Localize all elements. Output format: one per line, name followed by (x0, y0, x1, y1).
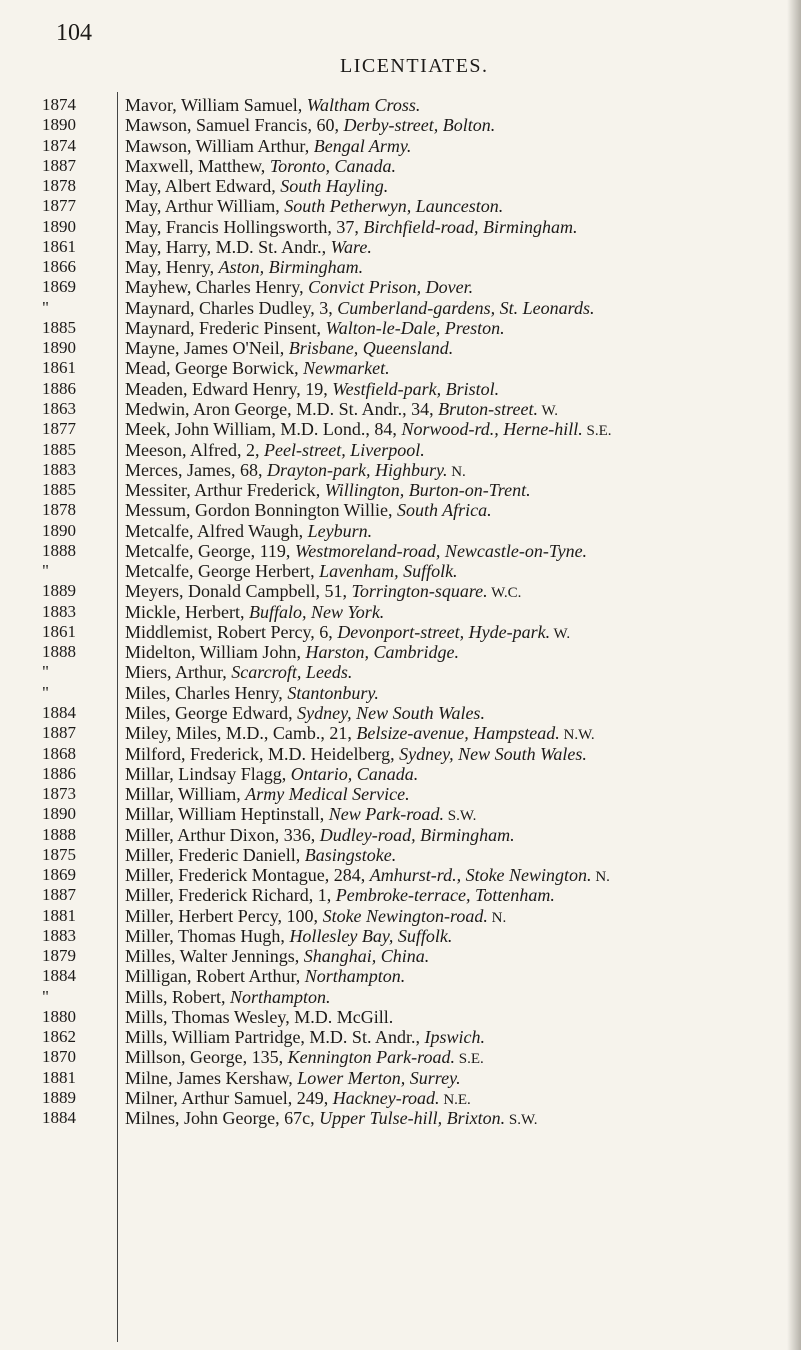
entry-name: Mills, William Partridge, M.D. St. Andr., (125, 1027, 425, 1048)
entry-place: Hollesley Bay, Suffolk. (289, 925, 453, 946)
entry-line (125, 500, 795, 520)
entry-name: Merces, James, 68, (125, 459, 267, 480)
entry-name: Mavor, William Samuel, (125, 95, 307, 115)
entry-line (125, 1088, 795, 1108)
entry-name: Miers, Arthur, (125, 662, 232, 683)
entry-place: Drayton-park, Highbury. (266, 459, 448, 480)
entry-name: Milnes, John George, 67c, (125, 1108, 320, 1129)
entry-postal-district: S.E. (582, 423, 612, 440)
entry-line (125, 581, 795, 601)
entry-place: Kennington Park-road. (287, 1047, 455, 1068)
entry-name: May, Albert Edward, (125, 176, 281, 197)
entry-place: Northampton. (230, 986, 331, 1007)
entry-place: Shanghai, China. (303, 946, 430, 967)
entries-column (125, 95, 795, 1129)
entry-year: 1881 (42, 905, 76, 925)
entry-postal-district: S.W. (505, 1112, 538, 1129)
entry-year: 1879 (42, 946, 76, 966)
entry-name: Midelton, William John, (125, 642, 306, 663)
entry-year: 1883 (42, 925, 76, 945)
entry-place: Belsize-avenue, Hampstead. (356, 723, 560, 744)
entry-line (125, 1047, 795, 1067)
entry-name: Milligan, Robert Arthur, (125, 966, 305, 987)
entry-place: Convict Prison, Dover. (308, 277, 474, 298)
entry-name: Mills, Thomas Wesley, M.D. McGill. (125, 1006, 394, 1027)
entry-name: Mayhew, Charles Henry, (125, 277, 309, 298)
entry-year: 1880 (42, 1006, 76, 1026)
entry-name: Miles, George Edward, (125, 702, 298, 723)
entry-place: Torrington-square. (351, 581, 488, 602)
entry-place: Sydney, New South Wales. (399, 743, 587, 764)
entry-place: Dudley-road, Birmingham. (319, 824, 515, 845)
entry-name: Mawson, Samuel Francis, 60, (125, 115, 344, 136)
entry-year: 1884 (42, 702, 76, 722)
entry-line (125, 966, 795, 986)
entry-place: Norwood-rd., Herne-hill. (401, 419, 583, 440)
entry-place: Ipswich. (424, 1027, 485, 1048)
entry-name: Messiter, Arthur Frederick, (125, 480, 325, 501)
entry-name: Meek, John William, M.D. Lond., 84, (125, 419, 402, 440)
entry-line (125, 338, 795, 358)
entry-name: Milner, Arthur Samuel, 249, (125, 1088, 333, 1109)
entry-year: 1887 (42, 885, 76, 905)
entry-place: Westmoreland-road, Newcastle-on-Tyne. (294, 540, 588, 561)
entry-name: Medwin, Aron George, M.D. St. Andr., 34, (125, 398, 439, 419)
entry-year: 1890 (42, 216, 76, 236)
entry-place: Birchfield-road, Birmingham. (363, 216, 578, 237)
entry-line (125, 662, 795, 682)
entry-line (125, 237, 795, 257)
entry-name: Metcalfe, George, 119, (125, 540, 295, 561)
entry-line (125, 358, 795, 378)
entry-place: Army Medical Service. (245, 784, 410, 805)
entry-year: 1877 (42, 419, 76, 439)
entry-place: Harston, Cambridge. (305, 642, 459, 663)
entry-year: 1863 (42, 398, 76, 418)
entry-name: Millson, George, 135, (125, 1047, 288, 1068)
entry-line (125, 541, 795, 561)
entry-line (125, 744, 795, 764)
entry-year: 1888 (42, 540, 76, 560)
entry-place: Ware. (330, 236, 372, 257)
entry-year: 1877 (42, 196, 76, 216)
entry-year: 1861 (42, 236, 76, 256)
entry-line (125, 1108, 795, 1128)
entry-year: 1874 (42, 95, 76, 114)
entry-line (125, 379, 795, 399)
entry-place: New Park-road. (328, 804, 445, 825)
entry-year: 1885 (42, 317, 76, 337)
entry-year: 1873 (42, 784, 76, 804)
entry-place: Basingstoke. (304, 844, 397, 865)
entry-line (125, 825, 795, 845)
entry-place: Bengal Army. (313, 135, 412, 156)
entry-line (125, 723, 795, 743)
entry-place: Waltham Cross. (306, 95, 421, 115)
entry-place: Stantonbury. (287, 682, 379, 703)
entry-line (125, 622, 795, 642)
entry-line (125, 804, 795, 824)
entry-year: 1890 (42, 338, 76, 358)
entry-name: Mead, George Borwick, (125, 358, 304, 379)
entry-year: 1866 (42, 257, 76, 277)
entry-name: Middlemist, Robert Percy, 6, (125, 621, 338, 642)
entry-year: 1884 (42, 966, 76, 986)
entry-postal-district: W. (550, 625, 571, 642)
entry-postal-district: N.E. (439, 1092, 471, 1109)
entry-place: Ontario, Canada. (290, 763, 419, 784)
entry-name: Mawson, William Arthur, (125, 135, 314, 156)
entry-line (125, 217, 795, 237)
entry-name: Meaden, Edward Henry, 19, (125, 378, 333, 399)
entry-line (125, 399, 795, 419)
entry-place: Toronto, Canada. (269, 155, 397, 176)
entry-year: " (42, 561, 49, 581)
entry-line (125, 1068, 795, 1088)
entry-year: 1888 (42, 824, 76, 844)
entry-place: Amhurst-rd., Stoke Newington. (369, 865, 592, 886)
entry-line (125, 460, 795, 480)
entry-year: 1887 (42, 723, 76, 743)
entry-year: 1878 (42, 500, 76, 520)
entry-year: 1886 (42, 378, 76, 398)
entry-place: Leyburn. (307, 520, 373, 541)
entry-year: 1861 (42, 358, 76, 378)
entry-year: 1884 (42, 1108, 76, 1128)
entry-name: Miller, Frederic Daniell, (125, 844, 305, 865)
entry-name: Maxwell, Matthew, (125, 155, 270, 176)
entry-line (125, 419, 795, 439)
entry-year: " (42, 297, 49, 317)
entry-place: Scarcroft, Leeds. (231, 662, 353, 683)
entry-line (125, 865, 795, 885)
entry-line (125, 1007, 795, 1027)
entry-name: Mayne, James O'Neil, (125, 338, 289, 359)
entry-line (125, 703, 795, 723)
entry-line (125, 764, 795, 784)
page-number: 104 (56, 20, 92, 46)
entry-name: Miller, Arthur Dixon, 336, (125, 824, 320, 845)
entry-place: Brisbane, Queensland. (288, 338, 454, 359)
entry-name: Miles, Charles Henry, (125, 682, 288, 703)
entry-line (125, 277, 795, 297)
entry-year: 1869 (42, 865, 76, 885)
entry-place: Aston, Birmingham. (218, 257, 364, 278)
entry-place: Lower Merton, Surrey. (297, 1067, 461, 1088)
entry-name: May, Henry, (125, 257, 219, 278)
entry-place: Derby-street, Bolton. (343, 115, 496, 136)
entry-year: 1889 (42, 1088, 76, 1108)
entry-line (125, 987, 795, 1007)
entry-year: 1890 (42, 115, 76, 135)
entry-name: Milles, Walter Jennings, (125, 946, 304, 967)
entry-name: Maynard, Frederic Pinsent, (125, 317, 326, 338)
entry-name: Maynard, Charles Dudley, 3, (125, 297, 338, 318)
entry-place: Devonport-street, Hyde-park. (337, 621, 551, 642)
entry-line (125, 480, 795, 500)
entry-place: Westfield-park, Bristol. (332, 378, 500, 399)
entry-name: Meeson, Alfred, 2, (125, 439, 264, 460)
entry-year: 1883 (42, 459, 76, 479)
entry-line (125, 95, 795, 115)
entry-year: 1889 (42, 581, 76, 601)
entry-postal-district: S.W. (444, 808, 477, 825)
entry-line (125, 926, 795, 946)
year-column (42, 95, 112, 1129)
entry-year: 1875 (42, 844, 76, 864)
entry-line (125, 602, 795, 622)
entry-line (125, 906, 795, 926)
entry-postal-district: S.E. (455, 1051, 484, 1068)
entry-name: May, Arthur William, (125, 196, 285, 217)
entry-name: Metcalfe, George Herbert, (125, 561, 320, 582)
entry-place: Stoke Newington-road. (322, 905, 488, 926)
entry-year: 1881 (42, 1067, 76, 1087)
entry-place: Bruton-street. (438, 398, 538, 419)
entry-year: 1885 (42, 480, 76, 500)
entry-postal-district: W.C. (487, 585, 522, 602)
entry-postal-district: N. (447, 463, 466, 480)
entry-name: Mills, Robert, (125, 986, 231, 1007)
entry-line (125, 683, 795, 703)
entry-name: Milford, Frederick, M.D. Heidelberg, (125, 743, 400, 764)
entry-place: Willington, Burton-on-Trent. (324, 480, 531, 501)
entry-line (125, 946, 795, 966)
entry-year: 1890 (42, 804, 76, 824)
entry-line (125, 440, 795, 460)
entry-line (125, 1027, 795, 1047)
entry-place: Hackney-road. (332, 1088, 440, 1109)
entry-year: 1883 (42, 601, 76, 621)
entry-year: 1887 (42, 155, 76, 175)
entry-place: South Petherwyn, Launceston. (284, 196, 504, 217)
entry-place: South Africa. (396, 500, 492, 521)
entry-line (125, 885, 795, 905)
entry-year: " (42, 662, 49, 682)
entry-line (125, 257, 795, 277)
entry-year: 1890 (42, 520, 76, 540)
entry-line (125, 196, 795, 216)
entry-year: 1870 (42, 1047, 76, 1067)
entry-name: May, Francis Hollingsworth, 37, (125, 216, 364, 237)
entry-place: Sydney, New South Wales. (297, 702, 485, 723)
entry-line (125, 521, 795, 541)
entry-line (125, 642, 795, 662)
entry-line (125, 115, 795, 135)
entry-year: 1878 (42, 176, 76, 196)
entry-line (125, 318, 795, 338)
entry-name: Metcalfe, Alfred Waugh, (125, 520, 308, 541)
entry-postal-district: W. (538, 402, 559, 419)
column-rule (117, 92, 118, 1342)
entry-line (125, 156, 795, 176)
entry-place: Buffalo, New York. (248, 601, 385, 622)
running-head: LICENTIATES. (340, 55, 489, 77)
entry-name: Milne, James Kershaw, (125, 1067, 298, 1088)
entry-place: Peel-street, Liverpool. (263, 439, 425, 460)
entry-place: Cumberland-gardens, St. Leonards. (337, 297, 595, 318)
entry-year: 1874 (42, 135, 76, 155)
entry-line (125, 784, 795, 804)
entry-year: 1861 (42, 621, 76, 641)
entry-line (125, 298, 795, 318)
entry-year: 1886 (42, 763, 76, 783)
entry-name: May, Harry, M.D. St. Andr., (125, 236, 331, 257)
entry-year: 1885 (42, 439, 76, 459)
entry-name: Millar, William Heptinstall, (125, 804, 329, 825)
entry-place: Northampton. (304, 966, 406, 987)
entry-line (125, 561, 795, 581)
entry-postal-district: N. (591, 869, 610, 886)
entry-name: Millar, William, (125, 784, 246, 805)
entry-line (125, 845, 795, 865)
entry-postal-district: N.W. (559, 727, 595, 744)
entry-place: South Hayling. (280, 176, 389, 197)
entry-name: Miller, Thomas Hugh, (125, 925, 290, 946)
entry-name: Messum, Gordon Bonnington Willie, (125, 500, 397, 521)
entry-year: " (42, 682, 49, 702)
entry-year: 1862 (42, 1027, 76, 1047)
entry-place: Walton-le-Dale, Preston. (325, 317, 505, 338)
entry-place: Newmarket. (303, 358, 390, 379)
entry-name: Millar, Lindsay Flagg, (125, 763, 291, 784)
entry-name: Miller, Herbert Percy, 100, (125, 905, 323, 926)
entry-name: Meyers, Donald Campbell, 51, (125, 581, 352, 602)
entry-year: 1868 (42, 743, 76, 763)
entry-line (125, 176, 795, 196)
entry-place: Upper Tulse-hill, Brixton. (319, 1108, 506, 1129)
entry-name: Mickle, Herbert, (125, 601, 249, 622)
entry-name: Miley, Miles, M.D., Camb., 21, (125, 723, 357, 744)
entry-year: " (42, 986, 49, 1006)
entry-place: Pembroke-terrace, Tottenham. (335, 885, 555, 906)
entry-name: Miller, Frederick Montague, 284, (125, 865, 370, 886)
entry-year: 1888 (42, 642, 76, 662)
entry-year: 1869 (42, 277, 76, 297)
entry-line (125, 136, 795, 156)
entry-name: Miller, Frederick Richard, 1, (125, 885, 336, 906)
entry-place: Lavenham, Suffolk. (319, 561, 458, 582)
entry-postal-district: N. (487, 909, 507, 926)
